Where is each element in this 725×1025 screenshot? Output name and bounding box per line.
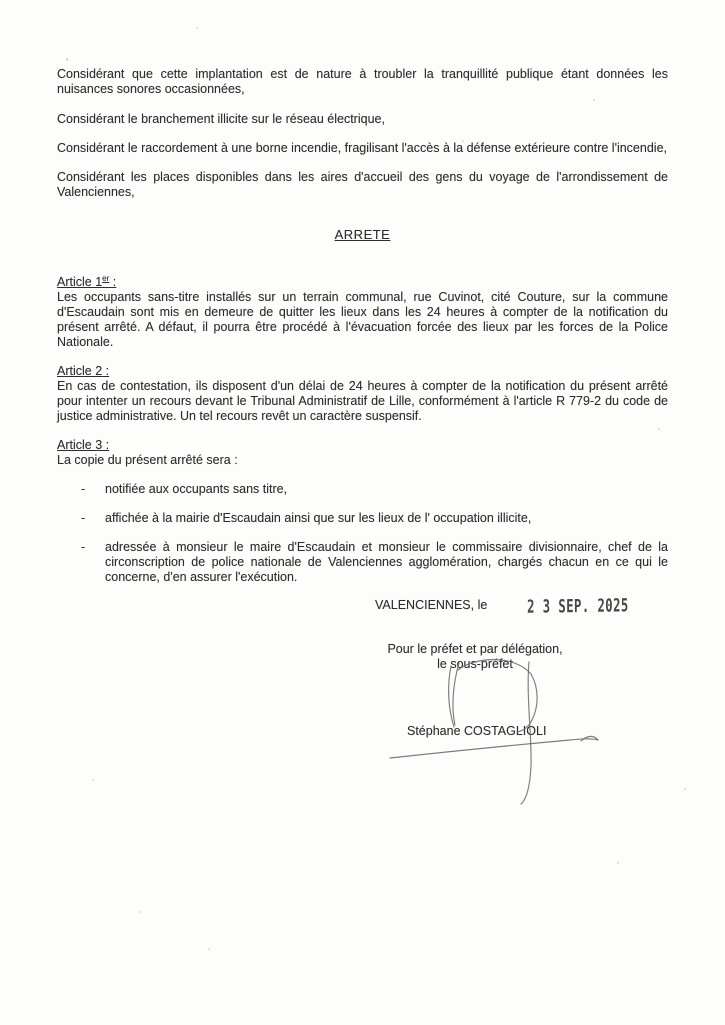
scan-speck <box>66 58 68 61</box>
considerant-paragraph: Considérant que cette implantation est de nature à troubler la tranquillité publique étant données les nuisances sonores occasionnées, <box>57 67 668 96</box>
scan-speck <box>139 911 141 913</box>
scan-speck <box>617 862 619 864</box>
article-2-suffix: : <box>102 364 110 379</box>
list-item-text: notifiée aux occupants sans titre, <box>105 482 288 497</box>
article-1-body: Les occupants sans-titre installés sur un terrain communal, rue Cuvinot, cité Couture, sur la commune d'Escaudain sont mis en demeure de quitter les lieux dans les 24 heures à compter de la notification du présent arrêté. A défaut, il pourra être procédé à l'évacuation forcée des lieux par les forces de la Police Nationale. <box>57 290 668 350</box>
list-item-text: adressée à monsieur le maire d'Escaudain et monsieur le commissaire divisionnaire, chef de la circonscription de police nationale de Valenciennes agglomération, chargés chacun en ce qui le concerne, d'en assurer l'exécution. <box>105 540 668 585</box>
scan-speck <box>208 948 210 950</box>
list-item <box>57 511 668 526</box>
article-1-sup: er <box>102 274 110 283</box>
article-2-label-text: Article 2 <box>57 364 103 379</box>
place-and-date-line: VALENCIENNES, le <box>375 598 488 612</box>
article-1-suffix: : <box>109 275 117 290</box>
article-2 <box>57 364 668 424</box>
delegation-line-2: le sous-préfet <box>437 657 513 671</box>
list-item-dash: - <box>81 540 86 555</box>
scan-speck <box>196 27 198 29</box>
article-2-label <box>57 364 668 379</box>
article-3-body: La copie du présent arrêté sera : <box>57 453 238 468</box>
list-item <box>57 482 668 497</box>
article-3-label-text: Article 3 <box>57 438 103 453</box>
scan-speck <box>593 99 595 101</box>
considerant-paragraph: Considérant les places disponibles dans les aires d'accueil des gens du voyage de l'arrondissement de Valenciennes, <box>57 170 668 199</box>
scan-speck <box>462 140 464 142</box>
article-1-label <box>57 271 668 290</box>
list-item <box>57 540 668 585</box>
decree-title-text: ARRETE <box>334 227 391 242</box>
article-1-label-text: Article 1 <box>57 275 103 290</box>
signatory-name: Stéphane COSTAGLIOLI <box>407 724 547 738</box>
list-item-text: affichée à la mairie d'Escaudain ainsi que sur les lieux de l' occupation illicite, <box>105 511 532 526</box>
considerant-paragraph: Considérant le raccordement à une borne incendie, fragilisant l'accès à la défense extérieure contre l'incendie, <box>57 141 667 155</box>
delegation-line-1: Pour le préfet et par délégation, <box>387 642 563 656</box>
considerant-paragraph: Considérant le branchement illicite sur le réseau électrique, <box>57 112 385 126</box>
scan-speck <box>684 788 686 790</box>
article-1 <box>57 271 668 350</box>
scan-speck <box>525 648 527 650</box>
scan-speck <box>658 428 660 430</box>
article-2-body: En cas de contestation, ils disposent d'un délai de 24 heures à compter de la notification du présent arrêté pour intenter un recours devant le Tribunal Administratif de Lille, conformément à l'article R 779-2 du code de justice administrative. Un tel recours revêt un caractère suspensif. <box>57 379 668 424</box>
notification-list <box>57 482 668 585</box>
decree-title <box>57 227 668 242</box>
date-stamp: 2 3 SEP. 2025 <box>527 594 629 618</box>
list-item-dash: - <box>81 511 86 526</box>
scan-speck <box>92 779 94 781</box>
article-3-suffix: : <box>102 438 110 453</box>
scan-speck <box>118 316 120 318</box>
article-3 <box>57 438 668 468</box>
decree-body <box>57 67 668 599</box>
article-3-label <box>57 438 668 453</box>
delegation-block <box>386 642 564 672</box>
list-item-dash: - <box>81 482 86 497</box>
